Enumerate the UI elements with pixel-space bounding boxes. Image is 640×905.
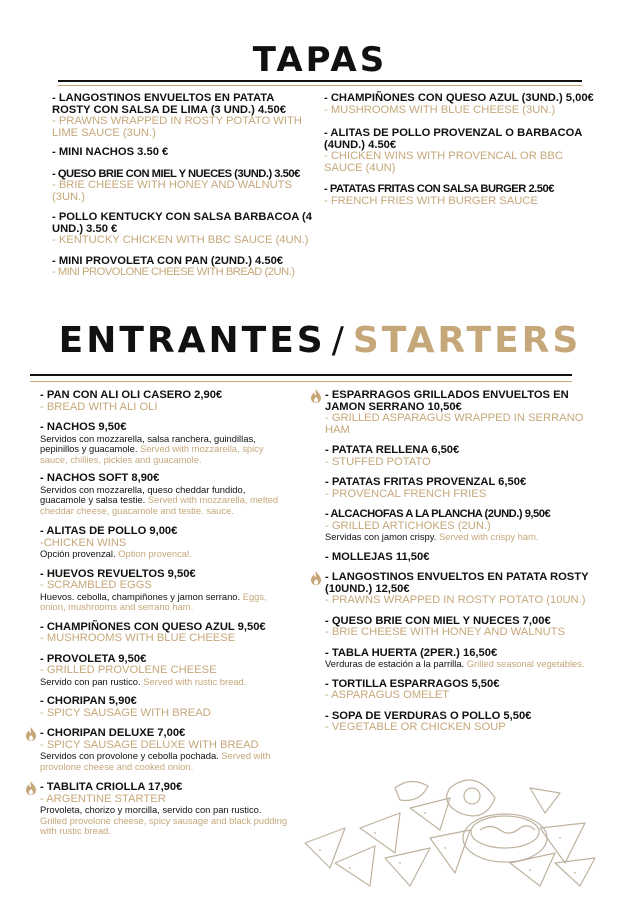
item-description (40, 485, 290, 517)
item-name: - CHORIPAN DELUXE 7,00€ (40, 727, 186, 739)
item-description (40, 805, 290, 837)
menu-item (40, 622, 290, 645)
item-translation: - ARGENTINE STARTER (40, 792, 166, 805)
item-description (40, 751, 290, 772)
item-name: - PATATA RELLENA 6,50€ (325, 444, 460, 456)
item-description-en: Grilled seasonal vegetables. (466, 658, 585, 669)
item-name: - MOLLEJAS 11,50€ (325, 550, 430, 563)
menu-item (52, 93, 312, 139)
menu-item (40, 654, 290, 688)
item-translation: - SPICY SAUSAGE DELUXE WITH BREAD (40, 738, 259, 751)
menu-item (325, 445, 595, 468)
item-translation: - GRILLED ARTICHOKES (2UN.) (325, 519, 491, 532)
menu-item (325, 477, 595, 500)
menu-item (40, 390, 290, 413)
tapas-right-column (324, 93, 594, 207)
tapas-title: TAPAS (252, 40, 388, 80)
item-description-es: Provoleta, chorizo y morcilla, servido con pan rustico. (40, 804, 262, 815)
fire-icon (310, 571, 322, 585)
item-name: - ESPARRAGOS GRILLADOS ENVUELTOS EN JAMON SERRANO 10,50€ (325, 389, 569, 413)
item-description-es: Verduras de estación a la parrilla. (325, 658, 465, 669)
menu-item (325, 509, 595, 543)
menu-item (40, 526, 290, 560)
item-name: - LANGOSTINOS ENVUELTOS EN PATATA ROSTY (10UND.) 12,50€ (325, 571, 589, 595)
menu-item (40, 728, 290, 772)
item-description-en: Served with crispy ham. (438, 531, 539, 542)
item-name: - NACHOS 9,50€ (40, 421, 127, 433)
menu-item (40, 782, 290, 837)
item-description-es: Servido con pan rustico. (40, 675, 141, 687)
item-translation: - PRAWNS WRAPPED IN ROSTY POTATO (10UN.) (325, 594, 586, 606)
item-translation: -CHICKEN WINS (40, 536, 127, 549)
item-name: - HUEVOS REVUELTOS 9,50€ (40, 567, 196, 580)
item-description (40, 549, 290, 560)
item-description-es: Servidos con mozzarella, salsa ranchera, guindillas, pepinillos y guacamole. (40, 432, 256, 454)
item-name: - POLLO KENTUCKY CON SALSA BARBACOA (4 UND.) 3.50 € (52, 211, 313, 235)
item-description-es: Servidos con mozzarella, queso cheddar fundido, guacamole y salsa testie. (40, 483, 246, 505)
menu-item (52, 256, 312, 279)
menu-item (325, 648, 595, 670)
item-name: - CHAMPIÑONES CON QUESO AZUL 9,50€ (40, 620, 266, 633)
starters-title (0, 320, 640, 361)
item-name: - ALITAS DE POLLO 9,00€ (40, 525, 178, 537)
menu-item (40, 696, 290, 719)
item-description-en: Served with mozzarella, melted cheddar cheese, guacamole and testie. sauce. (40, 494, 279, 516)
menu-item (52, 212, 312, 247)
item-description-en: Grilled provolone cheese, spicy sausage and black pudding with rustic bread. (40, 814, 288, 836)
starters-title-es: ENTRANTES (58, 320, 326, 361)
item-name: - CHORIPAN 5,90€ (40, 695, 137, 707)
menu-item (40, 473, 290, 516)
item-translation: - ASPARAGUS OMELET (325, 689, 450, 701)
item-name: - PATATAS FRITAS PROVENZAL 6,50€ (325, 476, 527, 488)
item-description (40, 677, 290, 688)
item-translation: - PRAWNS WRAPPED IN ROSTY POTATO WITH LIME SAUCE (3UN.) (52, 115, 302, 139)
menu-item (40, 569, 290, 613)
menu-item (325, 552, 595, 564)
item-translation: - PROVENCAL FRENCH FRIES (325, 487, 487, 500)
item-translation: - FRENCH FRIES WITH BURGER SAUCE (324, 194, 538, 207)
item-description-en: Served with rustic bread. (143, 675, 247, 687)
item-translation: - BRIE CHEESE WITH HONEY AND WALNUTS (325, 626, 565, 638)
item-name: - ALITAS DE POLLO PROVENZAL O BARBACOA (4UND.) 4.50€ (324, 127, 582, 151)
item-translation: - MUSHROOMS WITH BLUE CHEESE (3UN.) (324, 103, 556, 116)
tapas-divider (58, 80, 582, 82)
item-translation: - VEGETABLE OR CHICKEN SOUP (325, 721, 506, 733)
menu-item (52, 169, 312, 204)
item-name: - TORTILLA ESPARRAGOS 5,50€ (325, 677, 500, 690)
item-name: - TABLA HUERTA (2PER.) 16,50€ (325, 646, 498, 659)
item-translation: - MINI PROVOLONE CHEESE WITH BREAD (2UN.) (52, 266, 295, 278)
item-description-en: Served with provolone cheese and cooked onion. (40, 750, 271, 772)
item-name: - CHAMPIÑONES CON QUESO AZUL (3UND.) 5,00€ (324, 92, 594, 104)
item-name: - PAN CON ALI OLI CASERO 2,90€ (40, 389, 223, 401)
item-translation: - BRIE CHEESE WITH HONEY AND WALNUTS (3UN.) (52, 179, 292, 203)
item-description (40, 434, 290, 466)
item-name: - PATATAS FRITAS CON SALSA BURGER 2.50€ (324, 183, 554, 195)
item-name: - NACHOS SOFT 8,90€ (40, 472, 160, 484)
starters-right-column (325, 390, 595, 734)
item-description (40, 592, 290, 613)
tapas-divider-accent (58, 85, 582, 86)
item-description-es: Servidas con jamon crispy. (325, 531, 437, 542)
item-description-es: Servidos con provolone y cebolla pochada. (40, 750, 219, 761)
item-description (325, 659, 595, 670)
item-translation: - BREAD WITH ALI OLI (40, 400, 158, 413)
item-translation: - SCRAMBLED EGGS (40, 579, 152, 591)
menu-item (324, 128, 594, 174)
item-name: - LANGOSTINOS ENVUELTOS EN PATATA ROSTY CON SALSA DE LIMA (3 UND.) 4.50€ (52, 92, 286, 116)
menu-item (325, 679, 595, 702)
item-translation: - KENTUCKY CHICKEN WITH BBC SAUCE (4UN.) (52, 234, 309, 246)
item-name: - TABLITA CRIOLLA 17,90€ (40, 781, 183, 793)
item-name: - PROVOLETA 9,50€ (40, 652, 147, 665)
fire-icon (25, 727, 37, 741)
menu-item (324, 184, 594, 207)
item-translation: - MUSHROOMS WITH BLUE CHEESE (40, 632, 236, 644)
menu-item (325, 572, 595, 607)
item-translation: - GRILLED PROVOLENE CHEESE (40, 664, 217, 676)
item-name: - MINI NACHOS 3.50 € (52, 146, 169, 158)
item-name: - SOPA DE VERDURAS O POLLO 5,50€ (325, 709, 532, 722)
item-description-en: Eggs, onion, mushrooms and serrano ham. (40, 590, 267, 612)
starters-divider (30, 374, 572, 376)
starters-title-en: STARTERS (352, 320, 582, 361)
menu-item (325, 390, 595, 436)
fire-icon (310, 389, 322, 403)
menu-item (325, 616, 595, 639)
item-description-en: Served with mozzarella, spicy sauce, chillies, pickles and guacamole. (40, 443, 264, 465)
menu-item (325, 711, 595, 734)
item-translation: - CHICKEN WINS WITH PROVENCAL OR BBC SAUCE (4UN) (324, 150, 563, 174)
item-name: - MINI PROVOLETA CON PAN (2UND.) 4.50€ (52, 254, 284, 267)
item-translation: - GRILLED ASPARAGUS WRAPPED IN SERRANO HAM (325, 412, 584, 436)
item-name: - ALCACHOFAS A LA PLANCHA (2UND.) 9,50€ (325, 508, 551, 520)
nachos-illustration (300, 768, 600, 888)
item-translation: - STUFFED POTATO (325, 455, 431, 468)
item-description (325, 532, 595, 543)
tapas-left-column (52, 93, 312, 279)
menu-item (52, 147, 312, 159)
starters-left-column (40, 390, 290, 837)
menu-item (324, 93, 594, 116)
item-description-es: Opción provenzal. (40, 548, 116, 559)
title-separator: / (331, 320, 347, 361)
starters-divider-accent (30, 381, 572, 382)
fire-icon (25, 781, 37, 795)
item-translation: - SPICY SAUSAGE WITH BREAD (40, 706, 211, 719)
item-name: - QUESO BRIE CON MIEL Y NUECES 7,00€ (325, 614, 551, 627)
menu-item (40, 422, 290, 465)
item-description-en: Option provencal. (118, 548, 192, 559)
item-description-es: Huevos. cebolla, champiñones y jamon serrano. (40, 590, 241, 602)
item-name: - QUESO BRIE CON MIEL Y NUECES (3UND.) 3.50€ (52, 167, 300, 180)
